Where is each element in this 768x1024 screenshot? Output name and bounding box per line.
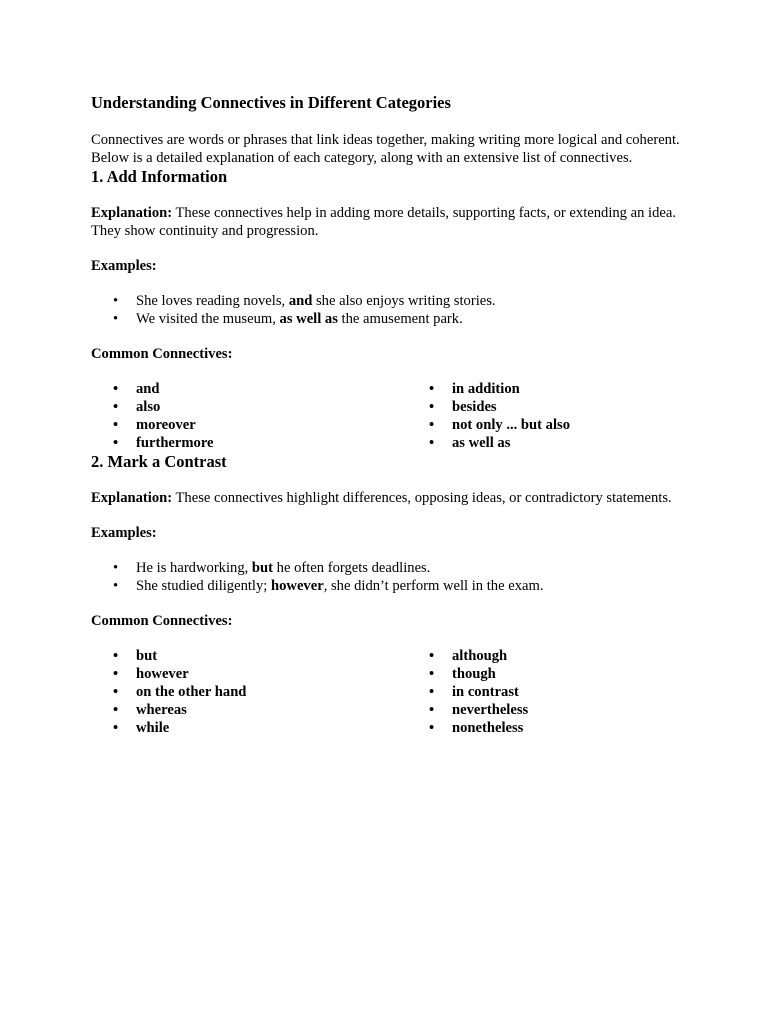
example-connective: but xyxy=(251,560,274,576)
document-title: Understanding Connectives in Different Categories xyxy=(91,93,451,112)
example-connective: however xyxy=(271,578,324,594)
connective-item: • nevertheless xyxy=(407,701,681,719)
common-connectives-label: Common Connectives: xyxy=(91,613,233,629)
example-item xyxy=(91,310,681,328)
connective-item: • but xyxy=(91,647,407,665)
example-connective: as well as xyxy=(279,311,338,327)
connective-item: • moreover xyxy=(91,416,407,434)
section-explanation xyxy=(91,489,681,507)
connective-item: • nonetheless xyxy=(407,719,681,737)
example-item xyxy=(91,577,681,595)
example-text: She loves reading novels, xyxy=(136,293,289,309)
connective-item: • in addition xyxy=(407,380,681,398)
connective-item: • not only ... but also xyxy=(407,416,681,434)
examples-label: Examples: xyxy=(91,525,157,541)
explanation-text: These connectives highlight differences, opposing ideas, or contradictory statements. xyxy=(175,490,672,506)
connectives-list-right xyxy=(407,380,681,452)
examples-list xyxy=(91,292,681,328)
explanation-text: These connectives help in adding more details, supporting facts, or extending an idea. They show continuity and progression. xyxy=(91,205,676,239)
example-text: the amusement park. xyxy=(337,311,463,327)
connective-item: • however xyxy=(91,665,407,683)
connective-item: • as well as xyxy=(407,434,681,452)
example-text: She studied diligently; xyxy=(136,578,271,594)
examples-list xyxy=(91,559,681,595)
example-item xyxy=(91,559,681,577)
example-text: he often forgets deadlines. xyxy=(273,560,431,576)
connective-item: • also xyxy=(91,398,407,416)
examples-label: Examples: xyxy=(91,258,157,274)
connective-item: • on the other hand xyxy=(91,683,407,701)
connective-item: • while xyxy=(91,719,407,737)
connective-item: • besides xyxy=(407,398,681,416)
document-content xyxy=(91,93,681,737)
connective-item: • furthermore xyxy=(91,434,407,452)
example-text: she also enjoys writing stories. xyxy=(312,293,496,309)
example-text: We visited the museum, xyxy=(136,311,280,327)
common-connectives-label: Common Connectives: xyxy=(91,346,233,362)
connective-item: • although xyxy=(407,647,681,665)
intro-paragraph: Connectives are words or phrases that link ideas together, making writing more logical and coherent. Below is a detailed explanation of each category, along with an extensive list of connectives. xyxy=(91,132,680,166)
section-heading-add-information: 1. Add Information xyxy=(91,167,228,186)
example-item xyxy=(91,292,681,310)
connectives-list-left xyxy=(91,647,407,737)
section-explanation xyxy=(91,204,681,240)
connective-item: • in contrast xyxy=(407,683,681,701)
connectives-columns xyxy=(91,380,681,452)
connectives-list-right xyxy=(407,647,681,737)
example-text: , she didn’t perform well in the exam. xyxy=(323,578,544,594)
connective-item: • whereas xyxy=(91,701,407,719)
explanation-label: Explanation: xyxy=(91,490,173,506)
explanation-label: Explanation: xyxy=(91,205,173,221)
connective-item: • though xyxy=(407,665,681,683)
example-connective: and xyxy=(288,293,313,309)
connectives-list-left xyxy=(91,380,407,452)
example-text: He is hardworking, xyxy=(136,560,252,576)
connectives-columns xyxy=(91,647,681,737)
section-heading-mark-contrast: 2. Mark a Contrast xyxy=(91,452,227,471)
connective-item: • and xyxy=(91,380,407,398)
